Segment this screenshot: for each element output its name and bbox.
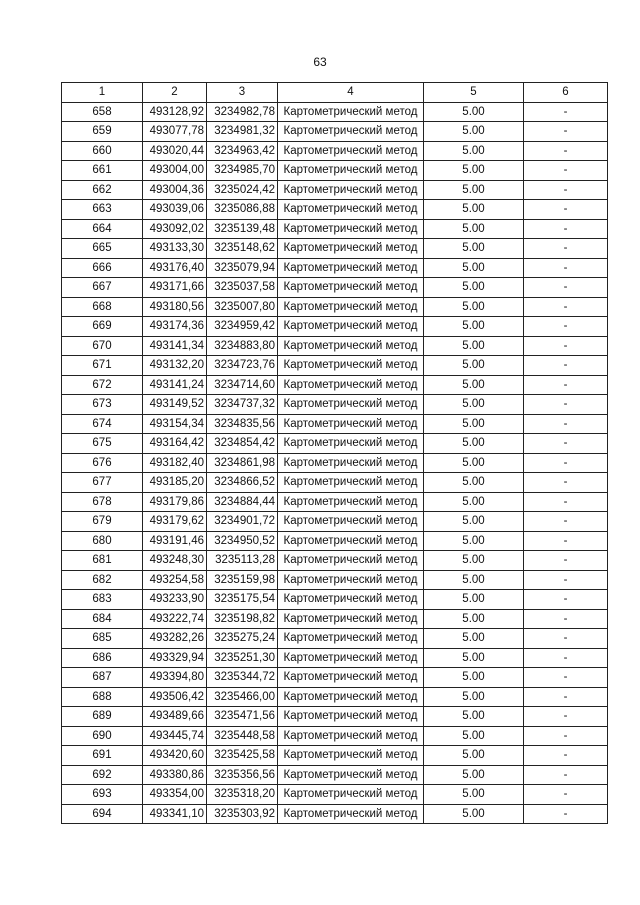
accuracy-cell: 5.00 xyxy=(424,765,524,785)
x-coordinate-cell: 493445,74 xyxy=(143,726,207,746)
table-row xyxy=(62,141,608,161)
table-row xyxy=(62,473,608,493)
table-row xyxy=(62,512,608,532)
x-coordinate-cell: 493380,86 xyxy=(143,765,207,785)
table-row xyxy=(62,180,608,200)
y-coordinate-cell: 3235148,62 xyxy=(207,239,278,259)
note-cell: - xyxy=(524,590,608,610)
coordinates-table xyxy=(61,82,608,824)
y-coordinate-cell: 3235079,94 xyxy=(207,258,278,278)
method-cell: Картометрический метод xyxy=(278,687,424,707)
note-cell: - xyxy=(524,492,608,512)
method-cell: Картометрический метод xyxy=(278,161,424,181)
point-number-cell: 682 xyxy=(62,570,143,590)
accuracy-cell: 5.00 xyxy=(424,609,524,629)
table-row xyxy=(62,161,608,181)
method-cell: Картометрический метод xyxy=(278,590,424,610)
note-cell: - xyxy=(524,141,608,161)
method-cell: Картометрический метод xyxy=(278,317,424,337)
accuracy-cell: 5.00 xyxy=(424,746,524,766)
y-coordinate-cell: 3234950,52 xyxy=(207,531,278,551)
method-cell: Картометрический метод xyxy=(278,375,424,395)
point-number-cell: 676 xyxy=(62,453,143,473)
point-number-cell: 671 xyxy=(62,356,143,376)
y-coordinate-cell: 3235425,58 xyxy=(207,746,278,766)
note-cell: - xyxy=(524,161,608,181)
point-number-cell: 685 xyxy=(62,629,143,649)
method-cell: Картометрический метод xyxy=(278,570,424,590)
accuracy-cell: 5.00 xyxy=(424,219,524,239)
y-coordinate-cell: 3234854,42 xyxy=(207,434,278,454)
note-cell: - xyxy=(524,765,608,785)
point-number-cell: 661 xyxy=(62,161,143,181)
x-coordinate-cell: 493149,52 xyxy=(143,395,207,415)
note-cell: - xyxy=(524,356,608,376)
accuracy-cell: 5.00 xyxy=(424,551,524,571)
accuracy-cell: 5.00 xyxy=(424,180,524,200)
accuracy-cell: 5.00 xyxy=(424,395,524,415)
page-number: 63 xyxy=(313,55,327,69)
note-cell: - xyxy=(524,648,608,668)
accuracy-cell: 5.00 xyxy=(424,434,524,454)
table-row xyxy=(62,278,608,298)
table-row xyxy=(62,336,608,356)
point-number-cell: 660 xyxy=(62,141,143,161)
point-number-cell: 672 xyxy=(62,375,143,395)
method-cell: Картометрический метод xyxy=(278,492,424,512)
x-coordinate-cell: 493141,24 xyxy=(143,375,207,395)
table-row xyxy=(62,219,608,239)
note-cell: - xyxy=(524,336,608,356)
point-number-cell: 688 xyxy=(62,687,143,707)
method-cell: Картометрический метод xyxy=(278,141,424,161)
accuracy-cell: 5.00 xyxy=(424,629,524,649)
y-coordinate-cell: 3235318,20 xyxy=(207,785,278,805)
table-row xyxy=(62,297,608,317)
note-cell: - xyxy=(524,746,608,766)
column-header: 2 xyxy=(143,83,207,103)
x-coordinate-cell: 493179,62 xyxy=(143,512,207,532)
x-coordinate-cell: 493506,42 xyxy=(143,687,207,707)
y-coordinate-cell: 3235007,80 xyxy=(207,297,278,317)
note-cell: - xyxy=(524,375,608,395)
x-coordinate-cell: 493176,40 xyxy=(143,258,207,278)
table-row xyxy=(62,434,608,454)
x-coordinate-cell: 493128,92 xyxy=(143,102,207,122)
x-coordinate-cell: 493180,56 xyxy=(143,297,207,317)
accuracy-cell: 5.00 xyxy=(424,258,524,278)
accuracy-cell: 5.00 xyxy=(424,687,524,707)
point-number-cell: 684 xyxy=(62,609,143,629)
y-coordinate-cell: 3235113,28 xyxy=(207,551,278,571)
x-coordinate-cell: 493222,74 xyxy=(143,609,207,629)
y-coordinate-cell: 3235344,72 xyxy=(207,668,278,688)
note-cell: - xyxy=(524,629,608,649)
method-cell: Картометрический метод xyxy=(278,122,424,142)
accuracy-cell: 5.00 xyxy=(424,707,524,727)
point-number-cell: 666 xyxy=(62,258,143,278)
point-number-cell: 694 xyxy=(62,804,143,824)
method-cell: Картометрический метод xyxy=(278,629,424,649)
y-coordinate-cell: 3234835,56 xyxy=(207,414,278,434)
point-number-cell: 669 xyxy=(62,317,143,337)
accuracy-cell: 5.00 xyxy=(424,512,524,532)
method-cell: Картометрический метод xyxy=(278,648,424,668)
method-cell: Картометрический метод xyxy=(278,278,424,298)
point-number-cell: 681 xyxy=(62,551,143,571)
point-number-cell: 673 xyxy=(62,395,143,415)
method-cell: Картометрический метод xyxy=(278,609,424,629)
table-row xyxy=(62,687,608,707)
point-number-cell: 668 xyxy=(62,297,143,317)
point-number-cell: 678 xyxy=(62,492,143,512)
x-coordinate-cell: 493191,46 xyxy=(143,531,207,551)
note-cell: - xyxy=(524,570,608,590)
method-cell: Картометрический метод xyxy=(278,453,424,473)
y-coordinate-cell: 3234982,78 xyxy=(207,102,278,122)
method-cell: Картометрический метод xyxy=(278,512,424,532)
method-cell: Картометрический метод xyxy=(278,804,424,824)
x-coordinate-cell: 493394,80 xyxy=(143,668,207,688)
x-coordinate-cell: 493248,30 xyxy=(143,551,207,571)
y-coordinate-cell: 3235466,00 xyxy=(207,687,278,707)
x-coordinate-cell: 493004,00 xyxy=(143,161,207,181)
table-row xyxy=(62,609,608,629)
table-row xyxy=(62,726,608,746)
table-row xyxy=(62,785,608,805)
note-cell: - xyxy=(524,609,608,629)
y-coordinate-cell: 3235303,92 xyxy=(207,804,278,824)
table-row xyxy=(62,648,608,668)
x-coordinate-cell: 493489,66 xyxy=(143,707,207,727)
table-row xyxy=(62,200,608,220)
note-cell: - xyxy=(524,687,608,707)
accuracy-cell: 5.00 xyxy=(424,102,524,122)
x-coordinate-cell: 493171,66 xyxy=(143,278,207,298)
point-number-cell: 663 xyxy=(62,200,143,220)
y-coordinate-cell: 3235275,24 xyxy=(207,629,278,649)
method-cell: Картометрический метод xyxy=(278,726,424,746)
table-row xyxy=(62,551,608,571)
x-coordinate-cell: 493354,00 xyxy=(143,785,207,805)
x-coordinate-cell: 493420,60 xyxy=(143,746,207,766)
y-coordinate-cell: 3235159,98 xyxy=(207,570,278,590)
table-row xyxy=(62,804,608,824)
note-cell: - xyxy=(524,453,608,473)
method-cell: Картометрический метод xyxy=(278,473,424,493)
accuracy-cell: 5.00 xyxy=(424,239,524,259)
accuracy-cell: 5.00 xyxy=(424,356,524,376)
x-coordinate-cell: 493185,20 xyxy=(143,473,207,493)
x-coordinate-cell: 493182,40 xyxy=(143,453,207,473)
accuracy-cell: 5.00 xyxy=(424,414,524,434)
x-coordinate-cell: 493020,44 xyxy=(143,141,207,161)
note-cell: - xyxy=(524,102,608,122)
method-cell: Картометрический метод xyxy=(278,336,424,356)
accuracy-cell: 5.00 xyxy=(424,278,524,298)
y-coordinate-cell: 3235086,88 xyxy=(207,200,278,220)
point-number-cell: 662 xyxy=(62,180,143,200)
y-coordinate-cell: 3234884,44 xyxy=(207,492,278,512)
point-number-cell: 689 xyxy=(62,707,143,727)
y-coordinate-cell: 3234883,80 xyxy=(207,336,278,356)
accuracy-cell: 5.00 xyxy=(424,570,524,590)
table-row xyxy=(62,590,608,610)
note-cell: - xyxy=(524,219,608,239)
accuracy-cell: 5.00 xyxy=(424,297,524,317)
accuracy-cell: 5.00 xyxy=(424,141,524,161)
column-header: 1 xyxy=(62,83,143,103)
x-coordinate-cell: 493233,90 xyxy=(143,590,207,610)
column-header: 6 xyxy=(524,83,608,103)
accuracy-cell: 5.00 xyxy=(424,785,524,805)
y-coordinate-cell: 3234723,76 xyxy=(207,356,278,376)
x-coordinate-cell: 493282,26 xyxy=(143,629,207,649)
table-row xyxy=(62,668,608,688)
y-coordinate-cell: 3235471,56 xyxy=(207,707,278,727)
y-coordinate-cell: 3235356,56 xyxy=(207,765,278,785)
note-cell: - xyxy=(524,434,608,454)
point-number-cell: 687 xyxy=(62,668,143,688)
x-coordinate-cell: 493254,58 xyxy=(143,570,207,590)
table-row xyxy=(62,375,608,395)
table-row xyxy=(62,122,608,142)
point-number-cell: 664 xyxy=(62,219,143,239)
note-cell: - xyxy=(524,278,608,298)
note-cell: - xyxy=(524,785,608,805)
table-row xyxy=(62,317,608,337)
point-number-cell: 674 xyxy=(62,414,143,434)
note-cell: - xyxy=(524,804,608,824)
accuracy-cell: 5.00 xyxy=(424,648,524,668)
point-number-cell: 680 xyxy=(62,531,143,551)
x-coordinate-cell: 493092,02 xyxy=(143,219,207,239)
point-number-cell: 667 xyxy=(62,278,143,298)
point-number-cell: 692 xyxy=(62,765,143,785)
table-row xyxy=(62,570,608,590)
point-number-cell: 658 xyxy=(62,102,143,122)
point-number-cell: 677 xyxy=(62,473,143,493)
point-number-cell: 686 xyxy=(62,648,143,668)
method-cell: Картометрический метод xyxy=(278,746,424,766)
table-row xyxy=(62,492,608,512)
method-cell: Картометрический метод xyxy=(278,258,424,278)
method-cell: Картометрический метод xyxy=(278,785,424,805)
y-coordinate-cell: 3234861,98 xyxy=(207,453,278,473)
accuracy-cell: 5.00 xyxy=(424,590,524,610)
method-cell: Картометрический метод xyxy=(278,668,424,688)
x-coordinate-cell: 493077,78 xyxy=(143,122,207,142)
note-cell: - xyxy=(524,239,608,259)
table-row xyxy=(62,395,608,415)
column-header: 5 xyxy=(424,83,524,103)
table-row xyxy=(62,356,608,376)
accuracy-cell: 5.00 xyxy=(424,492,524,512)
table-row xyxy=(62,765,608,785)
y-coordinate-cell: 3234963,42 xyxy=(207,141,278,161)
column-header: 4 xyxy=(278,83,424,103)
method-cell: Картометрический метод xyxy=(278,707,424,727)
x-coordinate-cell: 493039,06 xyxy=(143,200,207,220)
method-cell: Картометрический метод xyxy=(278,200,424,220)
accuracy-cell: 5.00 xyxy=(424,336,524,356)
point-number-cell: 679 xyxy=(62,512,143,532)
method-cell: Картометрический метод xyxy=(278,356,424,376)
accuracy-cell: 5.00 xyxy=(424,122,524,142)
accuracy-cell: 5.00 xyxy=(424,668,524,688)
point-number-cell: 659 xyxy=(62,122,143,142)
note-cell: - xyxy=(524,317,608,337)
note-cell: - xyxy=(524,395,608,415)
note-cell: - xyxy=(524,726,608,746)
y-coordinate-cell: 3235175,54 xyxy=(207,590,278,610)
method-cell: Картометрический метод xyxy=(278,395,424,415)
accuracy-cell: 5.00 xyxy=(424,473,524,493)
note-cell: - xyxy=(524,512,608,532)
note-cell: - xyxy=(524,531,608,551)
note-cell: - xyxy=(524,180,608,200)
accuracy-cell: 5.00 xyxy=(424,726,524,746)
x-coordinate-cell: 493179,86 xyxy=(143,492,207,512)
accuracy-cell: 5.00 xyxy=(424,317,524,337)
y-coordinate-cell: 3234959,42 xyxy=(207,317,278,337)
y-coordinate-cell: 3235198,82 xyxy=(207,609,278,629)
y-coordinate-cell: 3235139,48 xyxy=(207,219,278,239)
method-cell: Картометрический метод xyxy=(278,531,424,551)
y-coordinate-cell: 3234981,32 xyxy=(207,122,278,142)
y-coordinate-cell: 3235037,58 xyxy=(207,278,278,298)
y-coordinate-cell: 3235251,30 xyxy=(207,648,278,668)
method-cell: Картометрический метод xyxy=(278,434,424,454)
x-coordinate-cell: 493174,36 xyxy=(143,317,207,337)
method-cell: Картометрический метод xyxy=(278,180,424,200)
column-header: 3 xyxy=(207,83,278,103)
table-row xyxy=(62,414,608,434)
note-cell: - xyxy=(524,551,608,571)
method-cell: Картометрический метод xyxy=(278,219,424,239)
x-coordinate-cell: 493004,36 xyxy=(143,180,207,200)
table-row xyxy=(62,239,608,259)
x-coordinate-cell: 493329,94 xyxy=(143,648,207,668)
point-number-cell: 693 xyxy=(62,785,143,805)
note-cell: - xyxy=(524,668,608,688)
accuracy-cell: 5.00 xyxy=(424,200,524,220)
y-coordinate-cell: 3234714,60 xyxy=(207,375,278,395)
point-number-cell: 670 xyxy=(62,336,143,356)
point-number-cell: 691 xyxy=(62,746,143,766)
note-cell: - xyxy=(524,414,608,434)
y-coordinate-cell: 3234866,52 xyxy=(207,473,278,493)
x-coordinate-cell: 493341,10 xyxy=(143,804,207,824)
table-row xyxy=(62,531,608,551)
note-cell: - xyxy=(524,122,608,142)
table-row xyxy=(62,746,608,766)
table-row xyxy=(62,707,608,727)
accuracy-cell: 5.00 xyxy=(424,453,524,473)
method-cell: Картометрический метод xyxy=(278,102,424,122)
accuracy-cell: 5.00 xyxy=(424,375,524,395)
table-header-row xyxy=(62,83,608,103)
table-row xyxy=(62,102,608,122)
x-coordinate-cell: 493133,30 xyxy=(143,239,207,259)
method-cell: Картометрический метод xyxy=(278,297,424,317)
x-coordinate-cell: 493141,34 xyxy=(143,336,207,356)
note-cell: - xyxy=(524,707,608,727)
note-cell: - xyxy=(524,200,608,220)
method-cell: Картометрический метод xyxy=(278,551,424,571)
accuracy-cell: 5.00 xyxy=(424,161,524,181)
y-coordinate-cell: 3234985,70 xyxy=(207,161,278,181)
y-coordinate-cell: 3234737,32 xyxy=(207,395,278,415)
method-cell: Картометрический метод xyxy=(278,414,424,434)
x-coordinate-cell: 493154,34 xyxy=(143,414,207,434)
note-cell: - xyxy=(524,297,608,317)
x-coordinate-cell: 493164,42 xyxy=(143,434,207,454)
table-row xyxy=(62,453,608,473)
note-cell: - xyxy=(524,473,608,493)
point-number-cell: 675 xyxy=(62,434,143,454)
accuracy-cell: 5.00 xyxy=(424,804,524,824)
note-cell: - xyxy=(524,258,608,278)
point-number-cell: 690 xyxy=(62,726,143,746)
table-row xyxy=(62,629,608,649)
point-number-cell: 665 xyxy=(62,239,143,259)
table-body xyxy=(62,102,608,824)
method-cell: Картометрический метод xyxy=(278,765,424,785)
table-row xyxy=(62,258,608,278)
method-cell: Картометрический метод xyxy=(278,239,424,259)
y-coordinate-cell: 3234901,72 xyxy=(207,512,278,532)
x-coordinate-cell: 493132,20 xyxy=(143,356,207,376)
accuracy-cell: 5.00 xyxy=(424,531,524,551)
y-coordinate-cell: 3235024,42 xyxy=(207,180,278,200)
point-number-cell: 683 xyxy=(62,590,143,610)
y-coordinate-cell: 3235448,58 xyxy=(207,726,278,746)
